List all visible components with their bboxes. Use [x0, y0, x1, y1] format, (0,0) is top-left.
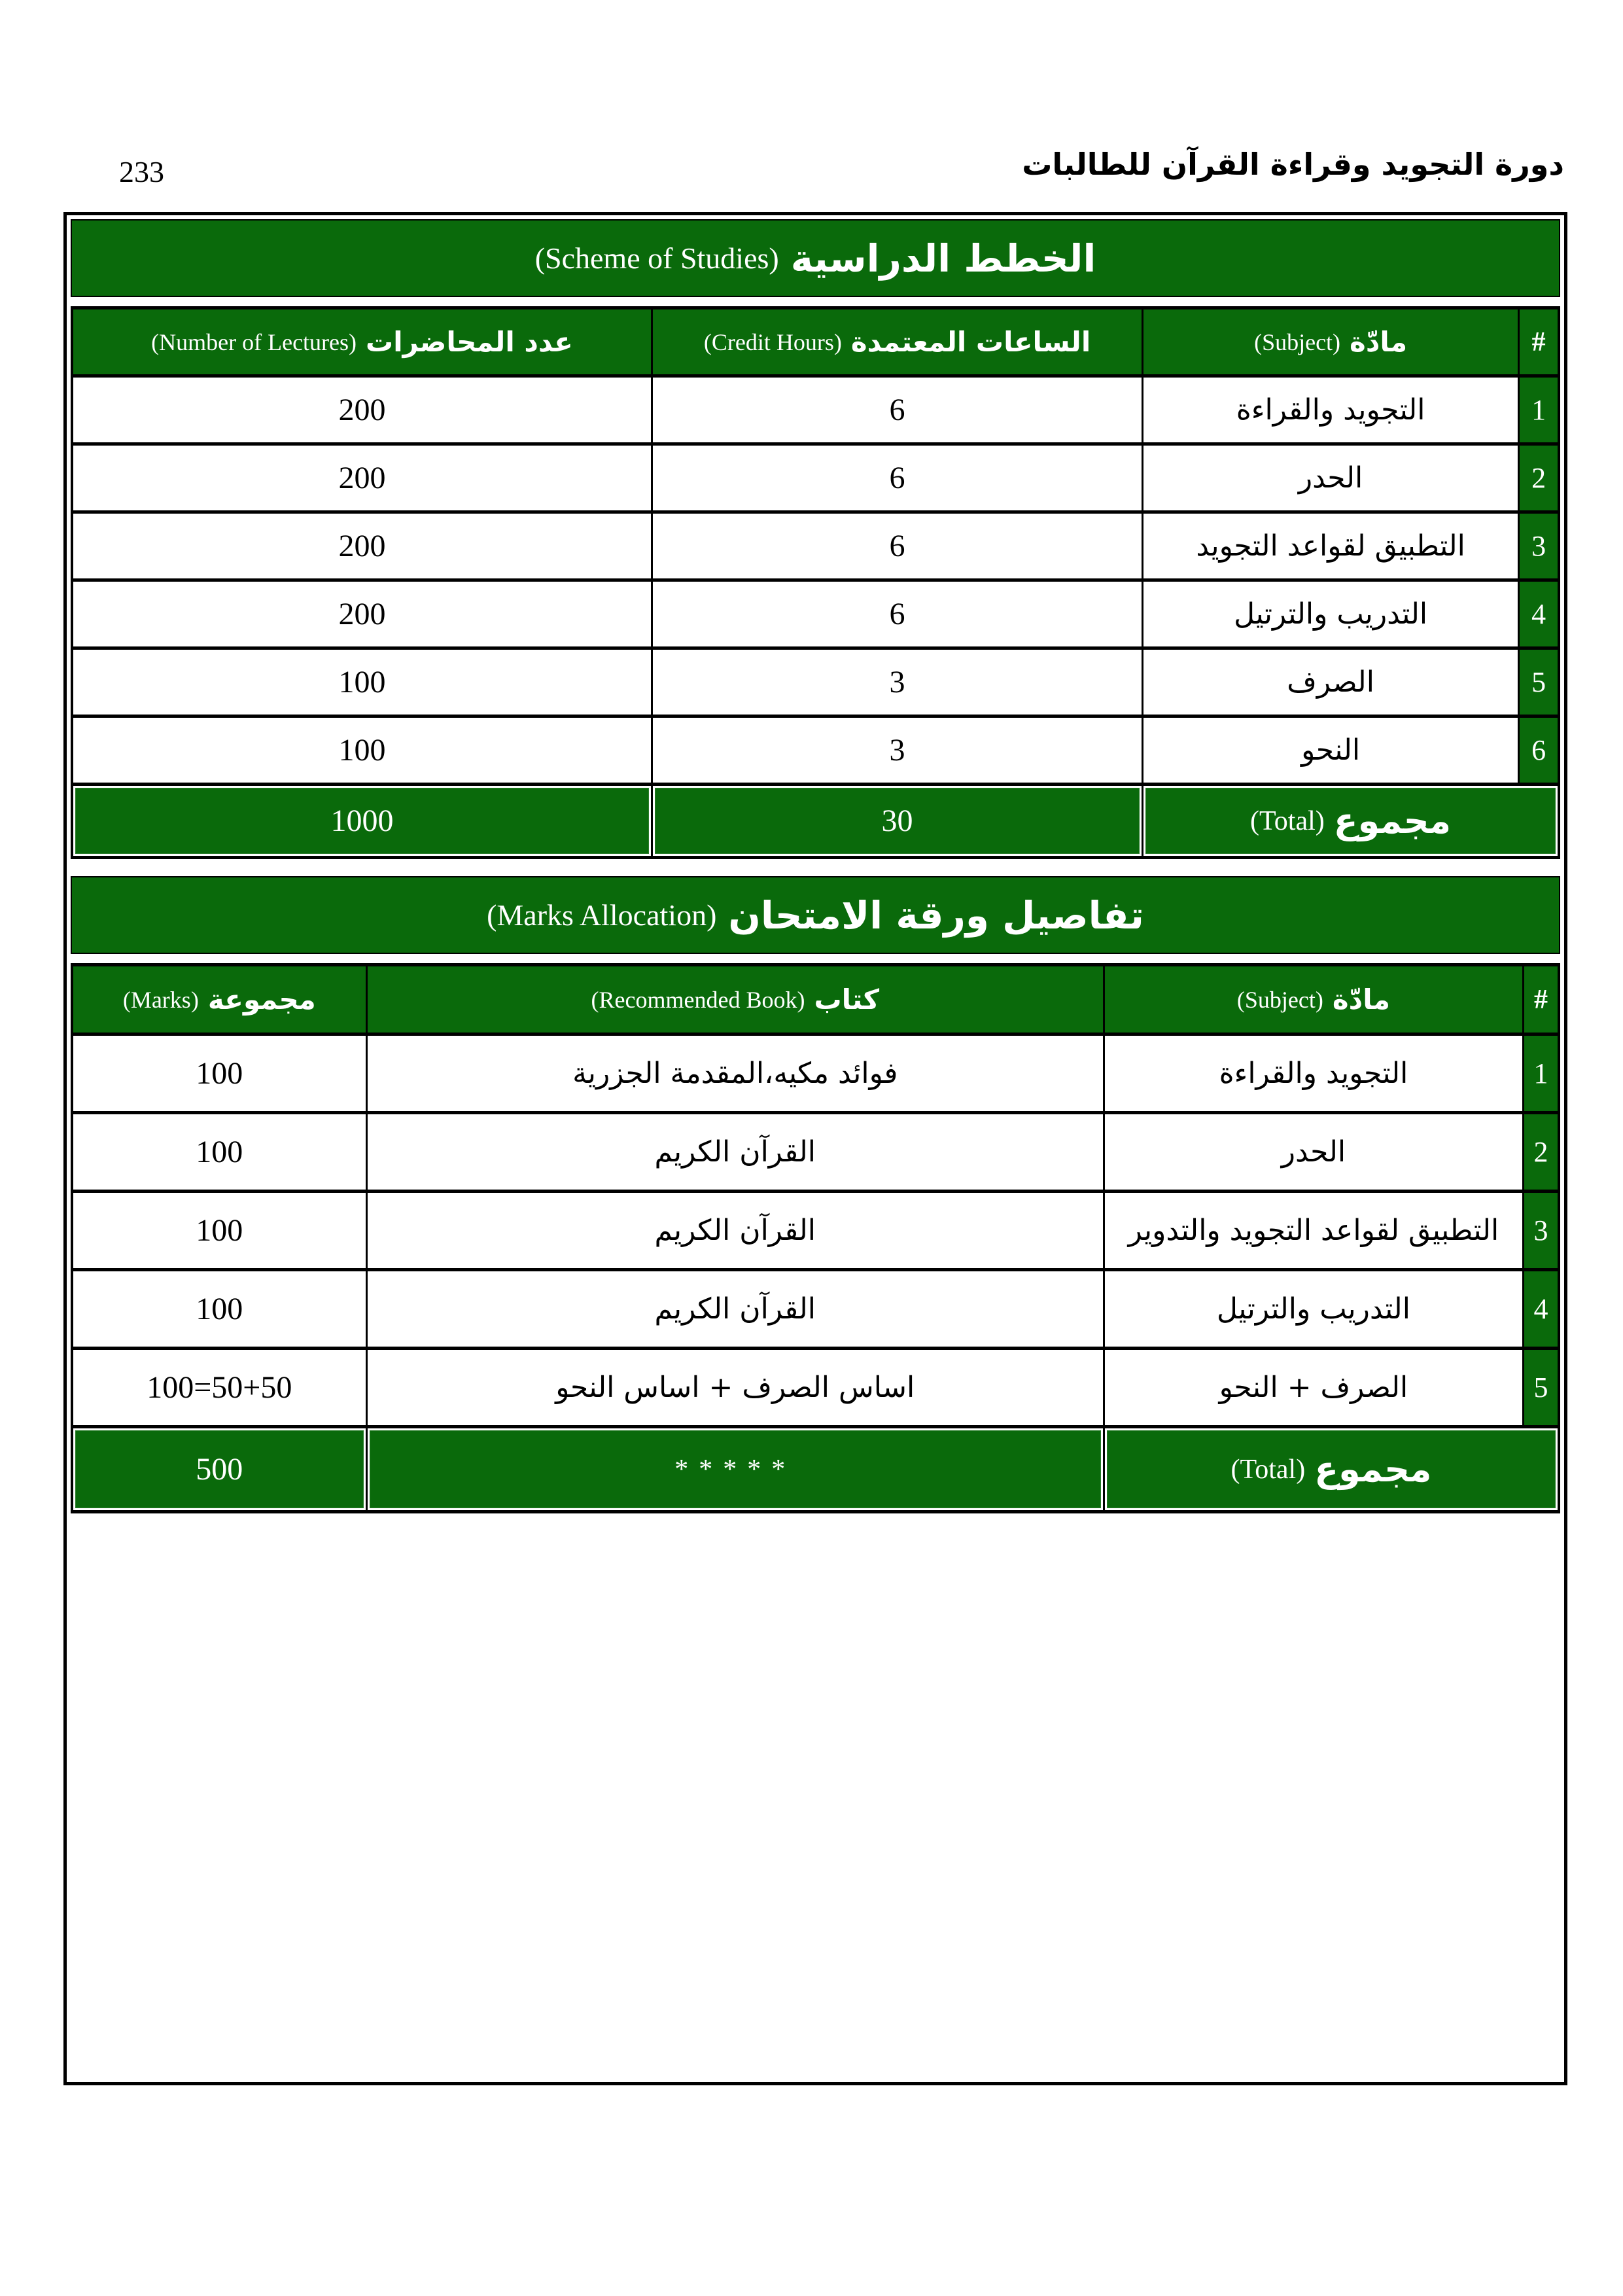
subject-cell: التطبيق لقواعد التجويد والتدوير	[1104, 1192, 1523, 1270]
table-row	[72, 1113, 1559, 1192]
book-cell: اساس الصرف + اساس النحو	[366, 1349, 1104, 1427]
row-number-cell: 2	[1523, 1113, 1559, 1192]
col-subject-label-ar: مادّة	[1332, 983, 1391, 1016]
table-row	[72, 376, 1559, 444]
credit-hours-cell: 6	[652, 512, 1143, 580]
credit-hours-cell: 3	[652, 716, 1143, 785]
row-number-cell: 5	[1519, 648, 1559, 716]
marks-title-english: (Marks Allocation)	[487, 898, 717, 932]
page-number: 233	[119, 155, 164, 188]
total-label-en: (Total)	[1250, 805, 1325, 836]
scheme-title-english: (Scheme of Studies)	[534, 241, 779, 275]
marks-header-row	[72, 965, 1559, 1034]
lectures-cell: 200	[72, 444, 652, 512]
col-subject-label-en: (Subject)	[1236, 986, 1323, 1013]
total-label-cell	[1104, 1427, 1559, 1512]
row-number-cell: 2	[1519, 444, 1559, 512]
col-subject-header	[1104, 965, 1523, 1034]
table-row	[72, 716, 1559, 785]
marks-cell: 100	[72, 1270, 366, 1349]
subject-cell: الصرف + النحو	[1104, 1349, 1523, 1427]
lectures-cell: 100	[72, 716, 652, 785]
col-credit-label-ar: الساعات المعتمدة	[850, 326, 1091, 358]
subject-cell: التدريب والترتيل	[1104, 1270, 1523, 1349]
total-label-ar: مجموع	[1333, 800, 1452, 841]
credit-hours-cell: 3	[652, 648, 1143, 716]
lectures-cell: 200	[72, 376, 652, 444]
col-book-label-en: (Recommended Book)	[591, 986, 805, 1013]
credit-hours-cell: 6	[652, 376, 1143, 444]
col-number-header: #	[1519, 308, 1559, 376]
total-lectures-cell: 1000	[72, 785, 652, 858]
table-row	[72, 648, 1559, 716]
col-subject-label-en: (Subject)	[1254, 328, 1341, 355]
table-row	[72, 444, 1559, 512]
subject-cell: الحدر	[1104, 1113, 1523, 1192]
marks-table	[71, 963, 1560, 1513]
marks-cell: 100	[72, 1113, 366, 1192]
col-book-header	[366, 965, 1104, 1034]
col-marks-label-en: (Marks)	[122, 986, 199, 1013]
scheme-header-row	[72, 308, 1559, 376]
marks-title-arabic: تفاصيل ورقة الامتحان	[728, 892, 1144, 938]
table-row	[72, 1349, 1559, 1427]
table-row	[72, 580, 1559, 648]
total-label-en: (Total)	[1230, 1454, 1306, 1485]
lectures-cell: 200	[72, 512, 652, 580]
table-row	[72, 1034, 1559, 1113]
row-number-cell: 5	[1523, 1349, 1559, 1427]
col-subject-header	[1143, 308, 1519, 376]
subject-cell: التطبيق لقواعد التجويد	[1143, 512, 1519, 580]
marks-cell: 100	[72, 1034, 366, 1113]
row-number-cell: 6	[1519, 716, 1559, 785]
col-book-label-ar: كتاب	[814, 983, 880, 1016]
col-subject-label-ar: مادّة	[1350, 326, 1408, 358]
credit-hours-cell: 6	[652, 444, 1143, 512]
scheme-total-row	[72, 785, 1559, 858]
subject-cell: التجويد والقراءة	[1104, 1034, 1523, 1113]
subject-cell: الصرف	[1143, 648, 1519, 716]
total-label-ar: مجموع	[1314, 1449, 1432, 1490]
subject-cell: الحدر	[1143, 444, 1519, 512]
book-cell: القرآن الكريم	[366, 1192, 1104, 1270]
row-number-cell: 1	[1523, 1034, 1559, 1113]
subject-cell: التجويد والقراءة	[1143, 376, 1519, 444]
lectures-cell: 100	[72, 648, 652, 716]
row-number-cell: 3	[1519, 512, 1559, 580]
marks-title-band	[71, 876, 1560, 954]
col-credit-hours-header	[652, 308, 1143, 376]
total-credit-hours-cell: 30	[652, 785, 1143, 858]
col-marks-label-ar: مجموعة	[207, 983, 316, 1016]
book-cell: القرآن الكريم	[366, 1270, 1104, 1349]
total-marks-cell: 500	[72, 1427, 366, 1512]
book-cell: القرآن الكريم	[366, 1113, 1104, 1192]
table-row	[72, 1192, 1559, 1270]
content-frame	[63, 212, 1567, 2085]
col-lectures-label-ar: عدد المحاضرات	[366, 326, 573, 358]
col-marks-header	[72, 965, 366, 1034]
lectures-cell: 200	[72, 580, 652, 648]
col-number-header: #	[1523, 965, 1559, 1034]
table-row	[72, 512, 1559, 580]
scheme-title-band	[71, 219, 1560, 297]
subject-cell: التدريب والترتيل	[1143, 580, 1519, 648]
col-lectures-header	[72, 308, 652, 376]
col-credit-label-en: (Credit Hours)	[703, 328, 842, 355]
credit-hours-cell: 6	[652, 580, 1143, 648]
scheme-table	[71, 306, 1560, 859]
marks-total-row	[72, 1427, 1559, 1512]
row-number-cell: 4	[1519, 580, 1559, 648]
total-book-cell: *****	[366, 1427, 1104, 1512]
col-lectures-label-en: (Number of Lectures)	[151, 328, 357, 355]
table-row	[72, 1270, 1559, 1349]
marks-cell: 100	[72, 1192, 366, 1270]
row-number-cell: 4	[1523, 1270, 1559, 1349]
scheme-title-arabic: الخطط الدراسية	[790, 236, 1096, 281]
book-cell: فوائد مكيه،المقدمة الجزرية	[366, 1034, 1104, 1113]
row-number-cell: 3	[1523, 1192, 1559, 1270]
total-label-cell	[1143, 785, 1559, 858]
running-header-title: دورة التجويد وقراءة القرآن للطالبات	[1022, 147, 1564, 182]
subject-cell: النحو	[1143, 716, 1519, 785]
marks-cell: 100=50+50	[72, 1349, 366, 1427]
row-number-cell: 1	[1519, 376, 1559, 444]
